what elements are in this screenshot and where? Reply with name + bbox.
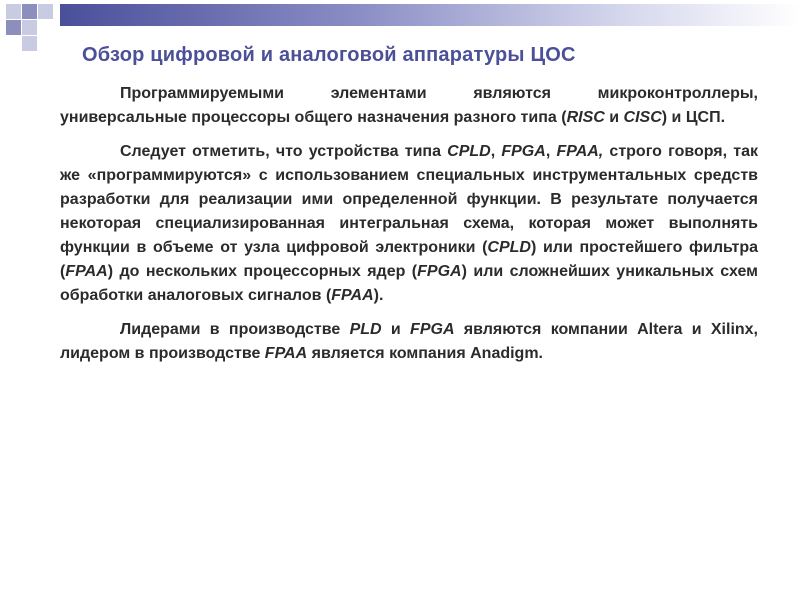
- body-text-run: и: [604, 109, 624, 126]
- body-text-run: строго говоря, так же «программируются» с использованием специальных инструментальных средств разработки для реализации ими определенной функции. В результате получается некоторая специализированная интегральная схема, которая может выполнять функции в объеме от узла цифровой электроники (: [60, 143, 758, 256]
- body-text-run: является компания Anadigm.: [307, 345, 543, 362]
- paragraph: [60, 82, 758, 130]
- body-text-run: ) и ЦСП.: [661, 109, 726, 126]
- decor-square: [22, 20, 37, 35]
- term-text: CPLD: [487, 239, 531, 256]
- body-text-run: ) до нескольких процессорных ядер (: [107, 263, 418, 280]
- body-text-run: ,: [490, 143, 502, 160]
- decor-square: [6, 20, 21, 35]
- body-text-run: Лидерами в производстве: [120, 321, 350, 338]
- body-text-run: являются компании Altera и Xilinx, лидером в производстве: [60, 321, 758, 362]
- decor-square: [22, 36, 37, 51]
- body-text-run: и: [381, 321, 411, 338]
- paragraph: [60, 318, 758, 366]
- body-text-run: ).: [373, 287, 384, 304]
- body-text-run: ) или простейшего фильтра (: [60, 239, 758, 280]
- term-text: PLD: [349, 321, 382, 338]
- body-text-run: ) или сложнейших уникальных схем обработки аналоговых сигналов (: [60, 263, 758, 304]
- decor-square: [38, 4, 53, 19]
- term-text: FPAA: [331, 287, 374, 304]
- term-text: FPGA: [410, 321, 455, 338]
- term-text: CISC: [623, 109, 662, 126]
- body-text-run: Программируемыми элементами являются микроконтроллеры, универсальные процессоры общего назначения разного типа (: [60, 85, 758, 126]
- body-text-run: Следует отметить, что устройства типа: [120, 143, 448, 160]
- header-gradient-band: [60, 4, 800, 26]
- term-text: FPAA: [65, 263, 108, 280]
- term-text: FPAA: [264, 345, 308, 362]
- decor-square: [6, 4, 21, 19]
- decor-square: [22, 4, 37, 19]
- paragraph: [60, 140, 758, 308]
- body-text-run: ,: [545, 143, 557, 160]
- term-text: FPGA: [501, 143, 546, 160]
- slide-title: Обзор цифровой и аналоговой аппаратуры ЦОС: [82, 44, 576, 66]
- term-text: FPAA,: [556, 143, 604, 160]
- term-text: FPGA: [417, 263, 462, 280]
- term-text: CPLD: [447, 143, 491, 160]
- slide-body: [60, 82, 758, 376]
- term-text: RISC: [566, 109, 605, 126]
